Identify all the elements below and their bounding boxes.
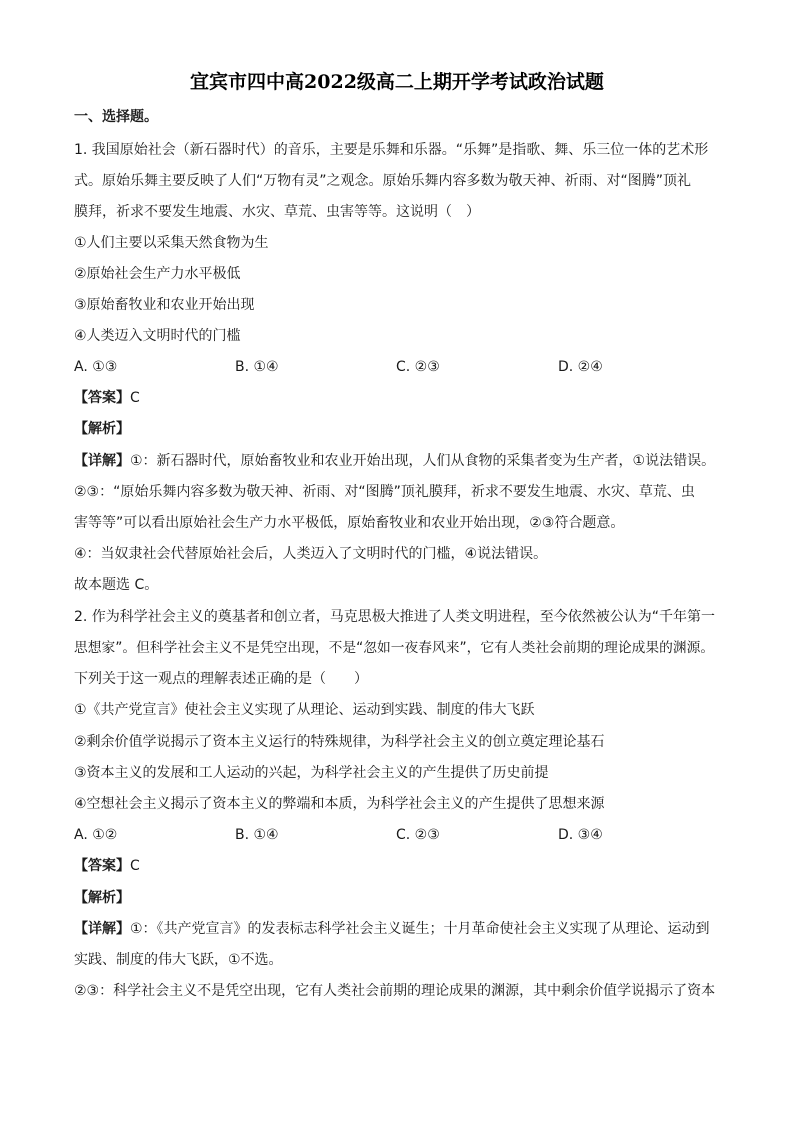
- q1-statement: ③原始畜牧业和农业开始出现: [74, 297, 255, 313]
- answer-value: C: [130, 858, 140, 874]
- detail-text: ①：《共产党宣言》的发表标志科学社会主义诞生；十月革命使社会主义实现了从理论、运动到: [130, 921, 710, 937]
- q1-answer: [74, 388, 140, 408]
- q2-detail-line: ②③：科学社会主义不是凭空出现，它有人类社会前期的理论成果的渊源，其中剩余价值学说揭示了资本: [74, 983, 716, 999]
- q2-option-a: A. ①②: [74, 827, 118, 843]
- q1-option-a: A. ①③: [74, 359, 118, 375]
- q1-detail-line: ④：当奴隶社会代替原始社会后，人类迈入了文明时代的门槛，④说法错误。: [74, 546, 548, 562]
- q2-statement: ②剩余价值学说揭示了资本主义运行的特殊规律，为科学社会主义的创立奠定理论基石: [74, 734, 605, 750]
- q1-statement: ①人们主要以采集天然食物为生: [74, 235, 269, 251]
- q1-stem-line: 式。原始乐舞主要反映了人们“万物有灵”之观念。原始乐舞内容多数为敬天神、祈雨、对“图腾”顶礼: [74, 173, 692, 189]
- q1-option-c: C. ②③: [396, 359, 440, 375]
- q1-detail-line: [74, 451, 715, 471]
- q2-statement: ③资本主义的发展和工人运动的兴起，为科学社会主义的产生提供了历史前提: [74, 765, 549, 781]
- q1-stem-line: 膜拜，祈求不要发生地震、水灾、草荒、虫害等等。这说明（ ）: [74, 204, 480, 220]
- q2-answer: [74, 856, 140, 876]
- detail-text: ①：新石器时代，原始畜牧业和农业开始出现，人们从食物的采集者变为生产者，①说法错误。: [130, 453, 716, 469]
- page-title: 宜宾市四中高2022级高二上期开学考试政治试题: [190, 71, 604, 93]
- q1-detail-line: ②③：“原始乐舞内容多数为敬天神、祈雨、对“图腾”顶礼膜拜，祈求不要发生地震、水灾、草荒、虫: [74, 484, 695, 500]
- q1-detail-line: 害等等”可以看出原始社会生产力水平极低，原始畜牧业和农业开始出现，②③符合题意。: [74, 515, 625, 531]
- q2-detail-line: 实践、制度的伟大飞跃，①不选。: [74, 952, 283, 968]
- q2-option-d: D. ③④: [558, 827, 603, 843]
- q1-option-b: B. ①④: [235, 359, 279, 375]
- q1-stem-line: 1. 我国原始社会（新石器时代）的音乐，主要是乐舞和乐器。“乐舞”是指歌、舞、乐三位一体的艺术形: [74, 142, 709, 158]
- q2-stem-line: 下列关于这一观点的理解表述正确的是（ ）: [74, 671, 368, 687]
- answer-tag: 【答案】: [74, 858, 130, 874]
- q1-statement: ②原始社会生产力水平极低: [74, 266, 241, 282]
- q2-statement: ④空想社会主义揭示了资本主义的弊端和本质，为科学社会主义的产生提供了思想来源: [74, 796, 605, 812]
- detail-tag: 【详解】: [74, 453, 130, 469]
- q2-option-c: C. ②③: [396, 827, 440, 843]
- answer-value: C: [130, 390, 140, 406]
- q2-stem-line: 思想家”。但科学社会主义不是凭空出现，不是“忽如一夜春风来”，它有人类社会前期的理论成果的渊源。: [74, 640, 715, 656]
- q1-detail-line: 故本题选 C。: [74, 577, 159, 593]
- q2-detail-line: [74, 919, 710, 939]
- section-heading: 一、选择题。: [74, 109, 158, 125]
- q2-option-b: B. ①④: [235, 827, 279, 843]
- answer-tag: 【答案】: [74, 390, 130, 406]
- q1-statement: ④人类迈入文明时代的门槛: [74, 328, 241, 344]
- q2-statement: ①《共产党宣言》使社会主义实现了从理论、运动到实践、制度的伟大飞跃: [74, 702, 535, 718]
- detail-tag: 【详解】: [74, 921, 130, 937]
- q2-analysis-tag: 【解析】: [74, 890, 130, 906]
- q1-option-d: D. ②④: [558, 359, 603, 375]
- q1-analysis-tag: 【解析】: [74, 421, 130, 437]
- q2-stem-line: 2. 作为科学社会主义的奠基者和创立者，马克思极大推进了人类文明进程，至今依然被公认为“千年第一: [74, 609, 716, 625]
